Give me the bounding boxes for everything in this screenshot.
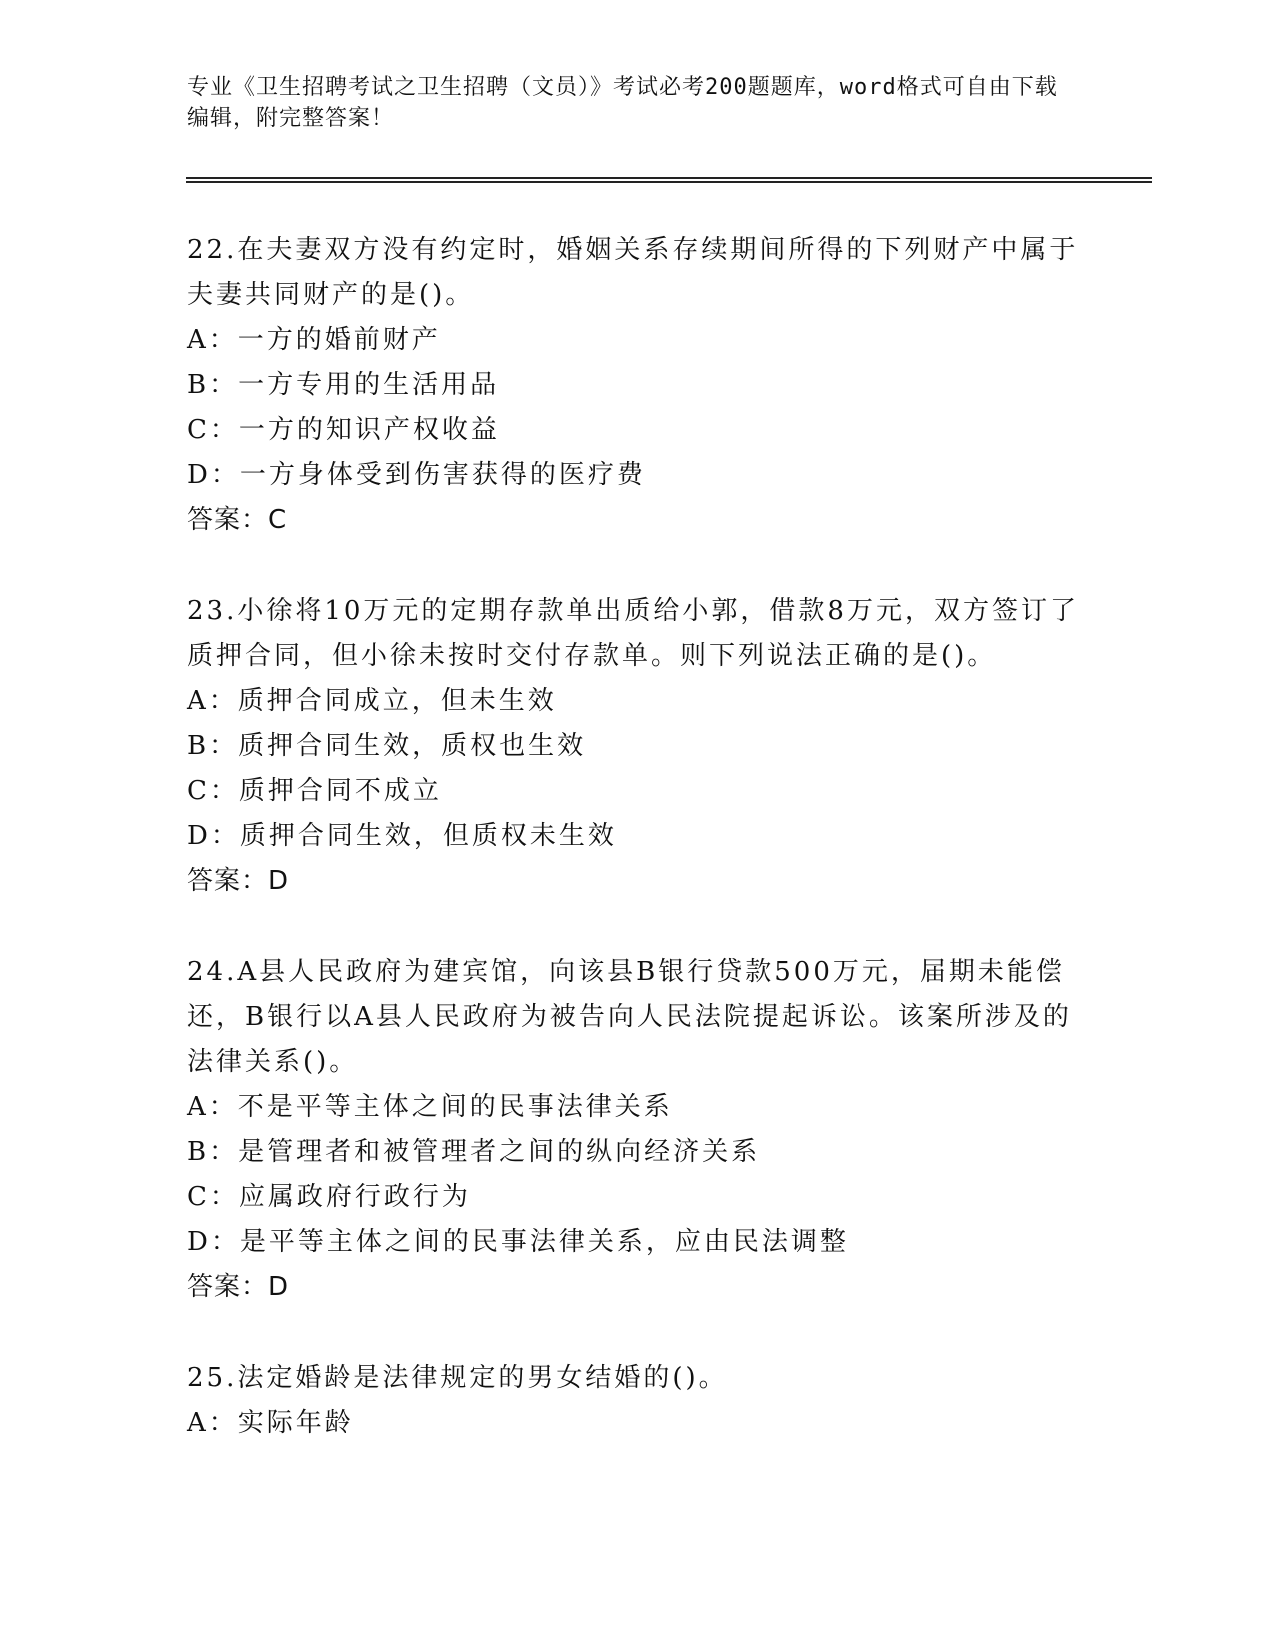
question-23: [187, 589, 1087, 904]
option-c: C：应属政府行政行为: [187, 1182, 471, 1212]
option-a: A：质押合同成立，但未生效: [187, 686, 557, 716]
option-a: A：不是平等主体之间的民事法律关系: [187, 1092, 673, 1122]
option-d: D：一方身体受到伤害获得的医疗费: [187, 460, 646, 490]
header-divider-bottom: [186, 181, 1152, 183]
question-stem: 23.小徐将10万元的定期存款单出质给小郭，借款8万元，双方签订了质押合同，但小徐未按时交付存款单。则下列说法正确的是()。: [187, 596, 1079, 671]
option-b: B：一方专用的生活用品: [187, 370, 500, 400]
option-c: C：一方的知识产权收益: [187, 415, 500, 445]
document-header: 专业《卫生招聘考试之卫生招聘（文员）》考试必考200题题库，word格式可自由下载编辑，附完整答案！: [187, 75, 1058, 131]
header-divider-top: [186, 177, 1152, 179]
question-stem: 24.A县人民政府为建宾馆，向该县B银行贷款500万元，届期未能偿还，B银行以A县人民政府为被告向人民法院提起诉讼。该案所涉及的法律关系()。: [187, 957, 1072, 1077]
answer: 答案：D: [187, 866, 290, 896]
question-list: [187, 228, 1087, 1492]
option-a: A：一方的婚前财产: [187, 325, 441, 355]
question-25: [187, 1356, 1087, 1446]
question-22: [187, 228, 1087, 543]
option-d: D：质押合同生效，但质权未生效: [187, 821, 617, 851]
answer: 答案：C: [187, 505, 288, 535]
question-24: [187, 950, 1087, 1310]
option-b: B：质押合同生效，质权也生效: [187, 731, 587, 761]
option-d: D：是平等主体之间的民事法律关系，应由民法调整: [187, 1227, 849, 1257]
option-c: C：质押合同不成立: [187, 776, 442, 806]
option-a: A：实际年龄: [187, 1408, 354, 1438]
question-stem: 22.在夫妻双方没有约定时，婚姻关系存续期间所得的下列财产中属于夫妻共同财产的是()。: [187, 235, 1079, 310]
answer: 答案：D: [187, 1272, 290, 1302]
option-b: B：是管理者和被管理者之间的纵向经济关系: [187, 1137, 761, 1167]
question-stem: 25.法定婚龄是法律规定的男女结婚的()。: [187, 1363, 728, 1393]
